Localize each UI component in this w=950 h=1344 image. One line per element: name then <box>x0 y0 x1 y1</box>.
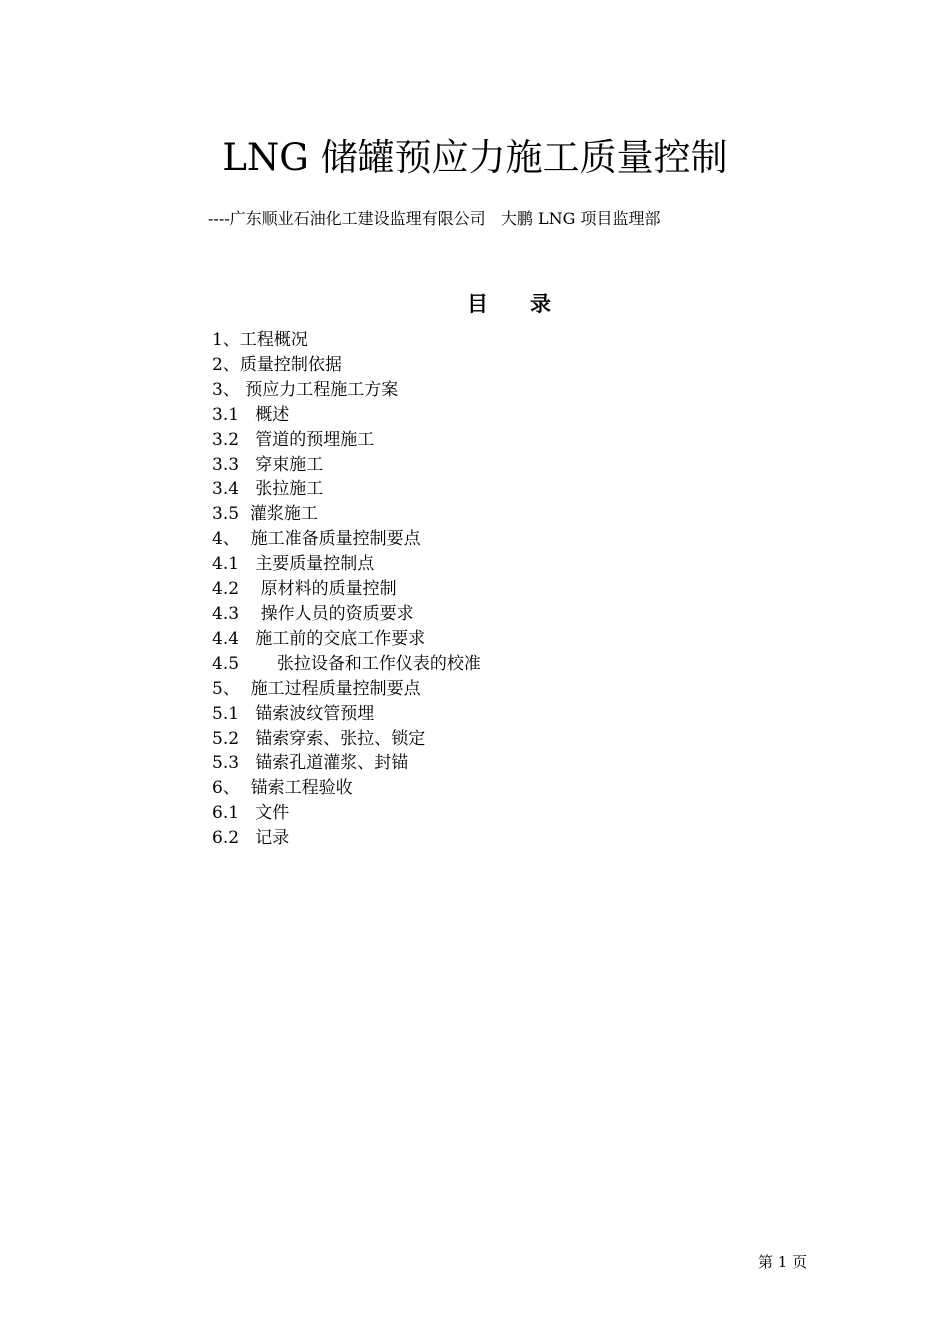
document-subtitle: ----广东顺业石油化工建设监理有限公司 大鹏 LNG 项目监理部 <box>208 209 661 228</box>
toc-item: 3.2 管道的预埋施工 <box>212 429 375 450</box>
toc-item: 3.5 灌浆施工 <box>212 504 318 525</box>
toc-item: 6.1 文件 <box>212 803 290 824</box>
toc-heading-right: 录 <box>530 291 551 316</box>
toc-list <box>212 328 481 851</box>
toc-item: 4.2 原材料的质量控制 <box>212 579 397 600</box>
toc-heading-left: 目 <box>467 291 488 316</box>
toc-item: 5.3 锚索孔道灌浆、封锚 <box>212 753 409 774</box>
toc-item: 4、 施工准备质量控制要点 <box>212 529 421 550</box>
toc-item: 1、工程概况 <box>212 330 308 350</box>
document-title: LNG 储罐预应力施工质量控制 <box>222 136 728 179</box>
toc-item: 4.4 施工前的交底工作要求 <box>212 628 426 649</box>
toc-item: 3、 预应力工程施工方案 <box>212 379 399 400</box>
toc-item: 4.3 操作人员的资质要求 <box>212 603 414 624</box>
toc-item: 3.1 概述 <box>212 404 290 425</box>
toc-item: 3.3 穿束施工 <box>212 454 324 475</box>
toc-item: 3.4 张拉施工 <box>212 479 324 500</box>
toc-item: 5.2 锚索穿索、张拉、锁定 <box>212 728 426 749</box>
toc-item: 2、质量控制依据 <box>212 354 342 375</box>
toc-item: 6、 锚索工程验收 <box>212 778 353 799</box>
toc-heading <box>0 290 950 318</box>
toc-item: 4.5 张拉设备和工作仪表的校准 <box>212 653 481 674</box>
toc-item: 4.1 主要质量控制点 <box>212 554 375 575</box>
toc-item: 5.1 锚索波纹管预埋 <box>212 703 375 724</box>
toc-item: 6.2 记录 <box>212 828 290 849</box>
page-number: 第 1 页 <box>758 1253 808 1271</box>
toc-item: 5、 施工过程质量控制要点 <box>212 678 421 699</box>
